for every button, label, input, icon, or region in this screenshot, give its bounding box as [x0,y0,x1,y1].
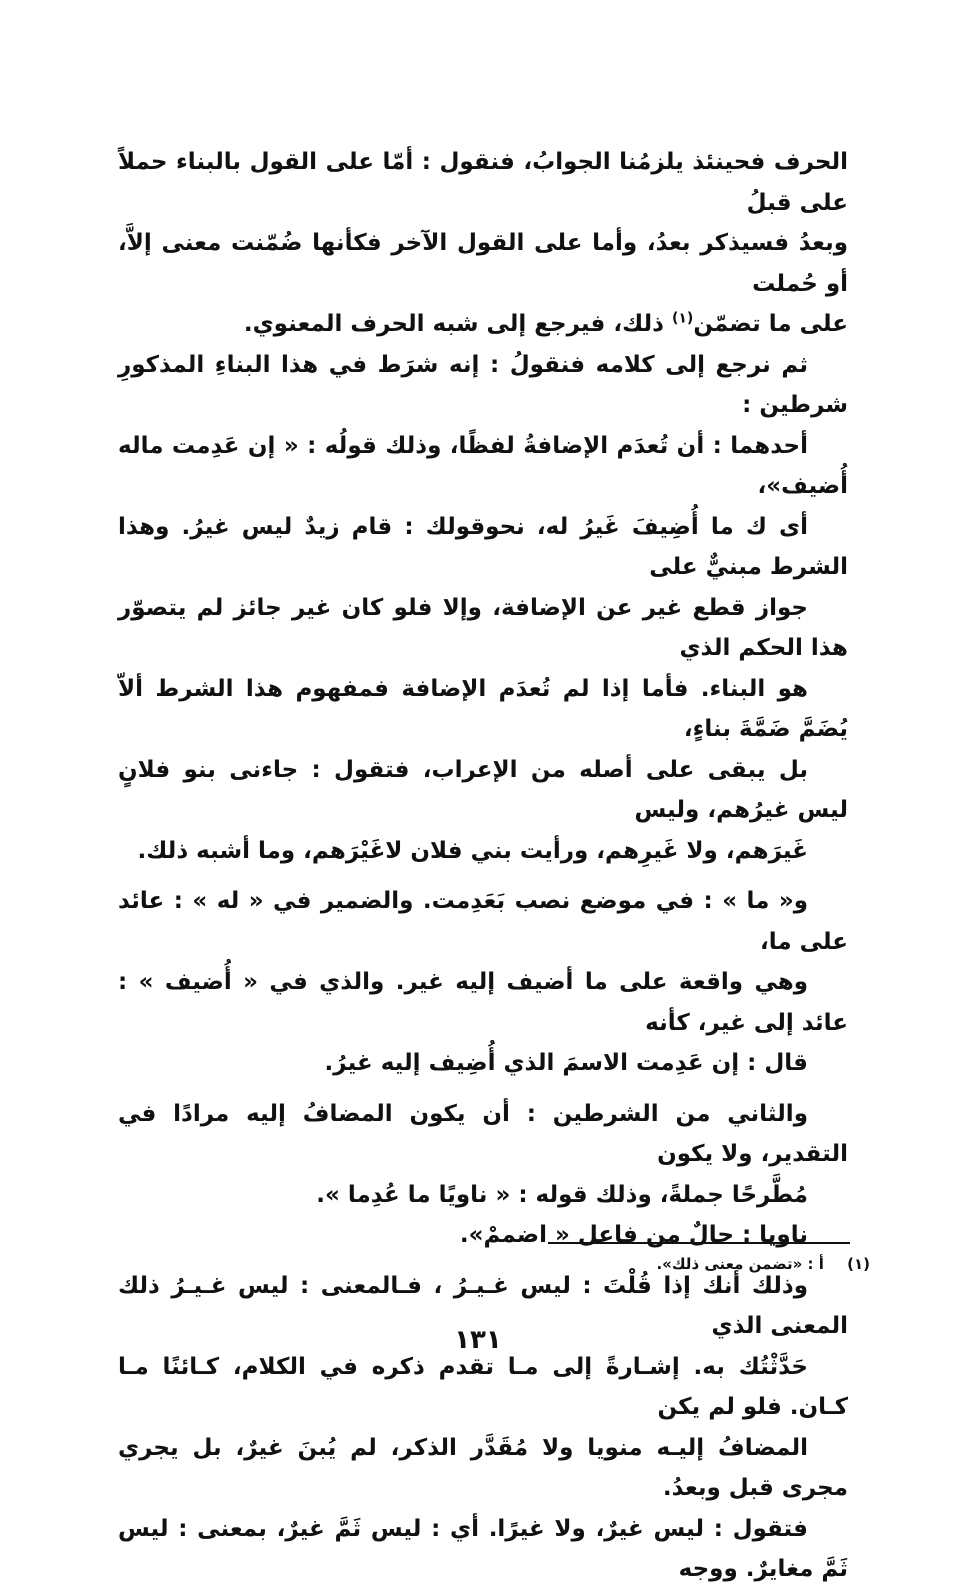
text-line: ثم نرجع إلى كلامه فنقولُ : إنه شرَط في هذا البناءِ المذكورِ شرطين : [118,351,848,418]
text-line: أحدهما : أن تُعدَم الإضافةُ لفظًا، وذلك قولُه : « إن عَدِمت ماله أُضيف»، [118,432,848,499]
text-line: مُطَّرحًا جملةً، وذلك قوله : « ناويًا ما عُدِما ». [316,1181,808,1208]
text-segment: على ما تضمّن [693,311,848,337]
paragraph-1 [118,142,848,345]
paragraph-2 [118,345,848,426]
text-line: و« ما » : في موضع نصب بَعَدِمت. والضمير في « له » : عائد على ما، [118,888,848,955]
page-number: ١٣١ [454,1325,502,1355]
text-line: وهي واقعة على ما أضيف إليه غير. والذي في « أُضيف » : عائد إلى غير، كأنه [118,969,848,1036]
text-line: وذلك أنك إذا قُلْتَ : ليس غـيـرُ ، فـالمعنى : ليس غـيـرُ ذلك المعنى الذي [118,1272,848,1339]
main-text [118,142,848,1590]
text-line: قال : إن عَدِمت الاسمَ الذي أُضِيف إليه غيرُ. [324,1050,808,1076]
text-line: أى ك ما أُضِيفَ غَيرُ له، نحوقولك : قام زيدٌ ليس غيرُ. وهذا الشرط مبنيٌّ على [118,513,848,580]
footnote-number: (١) [847,1255,870,1273]
text-line-with-footnote [118,304,848,345]
paragraph-4 [118,881,848,1084]
paragraph-6 [118,1215,848,1256]
footnote-text: أ : «تضمن معنى ذلك». [656,1255,824,1273]
text-line: المضافُ إليـه منويا ولا مُقَدَّر الذكر، لم يُبنَ غيرٌ، بل يجري مجرى قبل وبعدُ. [118,1434,848,1501]
paragraph-7 [118,1266,848,1590]
text-line: بل يبقى على أصله من الإعراب، فتقول : جاءنى بنو فلانٍ ليس غيرُهم، وليس [118,756,848,823]
footnote [470,1255,870,1273]
text-segment: ذلك، فيرجع إلى شبه الحرف المعنوي. [243,311,672,337]
text-line: هو البناء. فأما إذا لم تُعدَم الإضافة فمفهوم هذا الشرط ألاّ يُضَمَّ ضَمَّةَ بناءٍ، [118,675,848,742]
text-line: حَدَّثْتُك به. إشـارةً إلى مـا تقدم ذكره في الكلام، كـائنًا مـا كـان. فلو لم يكن [118,1353,848,1420]
paragraph-3 [118,426,848,872]
footnote-divider [548,1242,850,1244]
text-line: جواز قطع غير عن الإضافة، وإلا فلو كان غير جائز لم يتصوّر هذا الحكم الذي [118,594,848,661]
footnote-reference: (١) [671,310,694,327]
text-line: فتقول : ليس غيرٌ، ولا غيرًا. أي : ليس ثَمَّ غيرٌ، بمعنى : ليس ثَمَّ مغايرٌ. ووجه [118,1515,848,1582]
paragraph-5 [118,1094,848,1216]
text-line: الحرف فحينئذ يلزمُنا الجوابُ، فنقول : أمّا على القول بالبناء حملاً على قبلُ [118,149,848,216]
text-line: وبعدُ فسيذكر بعدُ، وأما على القول الآخر فكأنها ضُمّنت معنى إلاَّ، أو حُملت [118,230,848,297]
text-line: ناويا : حالٌ من فاعل « اضممْ». [459,1222,808,1248]
text-line: والثاني من الشرطين : أن يكون المضافُ إليه مرادًا في التقدير، ولا يكون [118,1100,848,1167]
text-line: غَيرَهم، ولا غَيرِهم، ورأيت بني فلان لاغَيْرَهم، وما أشبه ذلك. [137,837,808,864]
